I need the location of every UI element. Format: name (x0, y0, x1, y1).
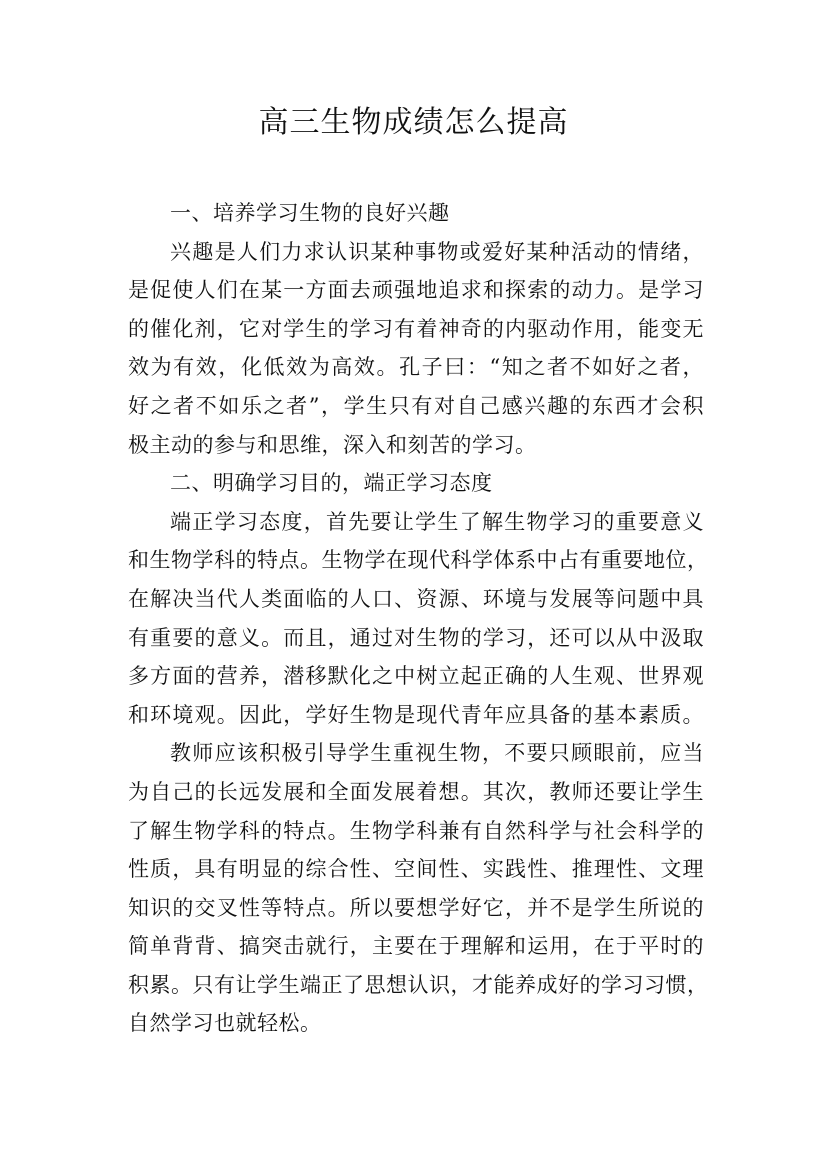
text-line: 效为有效，化低效为高效。孔子曰：“知之者不如好之者， (128, 355, 704, 380)
text-line: 多方面的营养，潜移默化之中树立起正确的人生观、世界观 (128, 664, 704, 689)
text-line: 一、培养学习生物的良好兴趣 (170, 201, 450, 225)
text-line: 自然学习也就轻松。 (128, 1011, 322, 1036)
text-line: 了解生物学科的特点。生物学科兼有自然科学与社会科学的 (128, 818, 704, 843)
text-line: 性质，具有明显的综合性、空间性、实践性、推理性、文理 (128, 857, 704, 882)
text-line: 知识的交叉性等特点。所以要想学好它，并不是学生所说的 (128, 895, 704, 920)
text-line: 兴趣是人们力求认识某种事物或爱好某种活动的情绪， (170, 239, 704, 264)
document-body (128, 194, 709, 1043)
text-line: 极主动的参与和思维，深入和刻苦的学习。 (128, 432, 537, 457)
text-line: 和环境观。因此，学好生物是现代青年应具备的基本素质。 (128, 702, 704, 727)
text-line: 端正学习态度，首先要让学生了解生物学习的重要意义 (170, 509, 704, 534)
text-line: 在解决当代人类面临的人口、资源、环境与发展等问题中具 (128, 586, 704, 611)
text-line: 积累。只有让学生端正了思想认识，才能养成好的学习习惯， (128, 972, 709, 997)
text-line: 是促使人们在某一方面去顽强地追求和探索的动力。是学习 (128, 278, 704, 303)
text-line: 有重要的意义。而且，通过对生物的学习，还可以从中汲取 (128, 625, 704, 650)
text-line: 的催化剂，它对学生的学习有着神奇的内驱动作用，能变无 (128, 316, 704, 341)
text-line: 为自己的长远发展和全面发展着想。其次，教师还要让学生 (128, 779, 704, 804)
text-line: 和生物学科的特点。生物学在现代科学体系中占有重要地位， (128, 548, 709, 573)
text-line: 简单背背、搞突击就行，主要在于理解和运用，在于平时的 (128, 934, 704, 959)
text-line: 二、明确学习目的，端正学习态度 (170, 471, 493, 496)
text-line: 教师应该积极引导学生重视生物，不要只顾眼前，应当 (170, 741, 704, 766)
page-title: 高三生物成绩怎么提高 (258, 105, 569, 140)
text-line: 好之者不如乐之者”，学生只有对自己感兴趣的东西才会积 (128, 393, 704, 418)
